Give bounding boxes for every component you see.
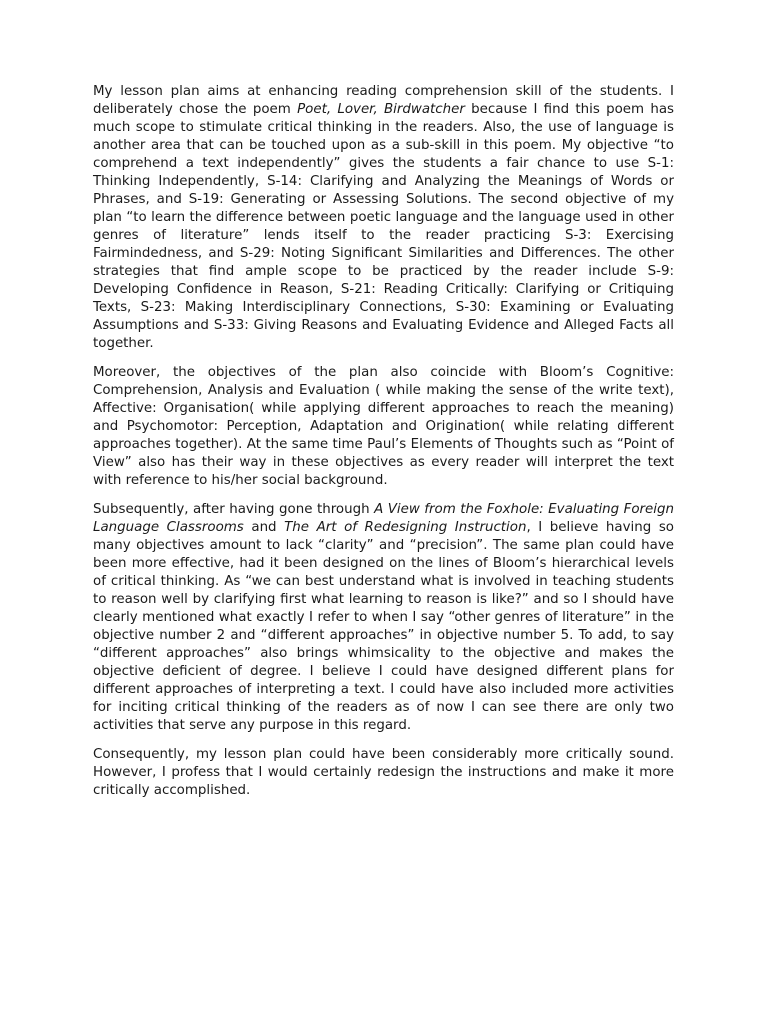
paragraph-text: Subsequently, after having gone through — [93, 502, 375, 517]
paragraph-3 — [93, 501, 674, 735]
paragraph-text: My lesson plan aims at enhancing reading comprehension skill of the students. I deliberately chose the poem — [93, 84, 674, 117]
paragraph-text: and — [243, 520, 285, 535]
paragraph-4 — [93, 746, 674, 800]
paragraph-text: Moreover, the objectives of the plan also coincide with Bloom’s Cognitive: Comprehension, Analysis and Evaluation ( while making the sense of the write text), Affective: Organisation( while applying different approaches to reach the meaning) and Psychomotor: Perception, Adaptation and Origination( while relating different approaches together). At the same time Paul’s Elements of Thoughts such as “Point of View” also has their way in these objectives as every reader will interpret the text with reference to his/her social background. — [93, 365, 674, 488]
paragraph-text: , I believe having so many objectives amount to lack “clarity” and “precision”. The same plan could have been more effective, had it been designed on the lines of Bloom’s hierarchical levels of critical thinking. As “we can best understand what is involved in teaching students to reason well by clarifying first what learning to reason is like?” and so I should have clearly mentioned what exactly I refer to when I say “other genres of literature” in the objective number 2 and “different approaches” in objective number 5. To add, to say “different approaches” also brings whimsicality to the objective and makes the objective deficient of degree. I believe I could have designed different plans for different approaches of interpreting a text. I could have also included more activities for inciting critical thinking of the readers as of now I can see there are only two activities that serve any purpose in this regard. — [93, 520, 674, 733]
poem-title: Poet, Lover, Birdwatcher — [297, 102, 465, 117]
document-page — [93, 83, 674, 800]
book-title: A View from the Foxhole: Evaluating Foreign Language Classrooms — [93, 502, 674, 535]
paragraph-1 — [93, 83, 674, 353]
book-title: The Art of Redesigning Instruction — [284, 520, 527, 535]
paragraph-text: because I find this poem has much scope to stimulate critical thinking in the readers. Also, the use of language is another area that can be touched upon as a sub-skill in this poem. My objective “to comprehend a text independently” gives the students a fair chance to use S-1: Thinking Independently, S-14: Clarifying and Analyzing the Meanings of Words or Phrases, and S-19: Generating or Assessing Solutions. The second objective of my plan “to learn the difference between poetic language and the language used in other genres of literature” lends itself to the reader practicing S-3: Exercising Fairmindedness, and S-29: Noting Significant Similarities and Differences. The other strategies that find ample scope to be practiced by the reader include S-9: Developing Confidence in Reason, S-21: Reading Critically: Clarifying or Critiquing Texts, S-23: Making Interdisciplinary Connections, S-30: Examining or Evaluating Assumptions and S-33: Giving Reasons and Evaluating Evidence and Alleged Facts all together. — [93, 102, 675, 351]
paragraph-text: Consequently, my lesson plan could have been considerably more critically sound. However, I profess that I would certainly redesign the instructions and make it more critically accomplished. — [93, 747, 674, 798]
paragraph-2 — [93, 364, 674, 490]
